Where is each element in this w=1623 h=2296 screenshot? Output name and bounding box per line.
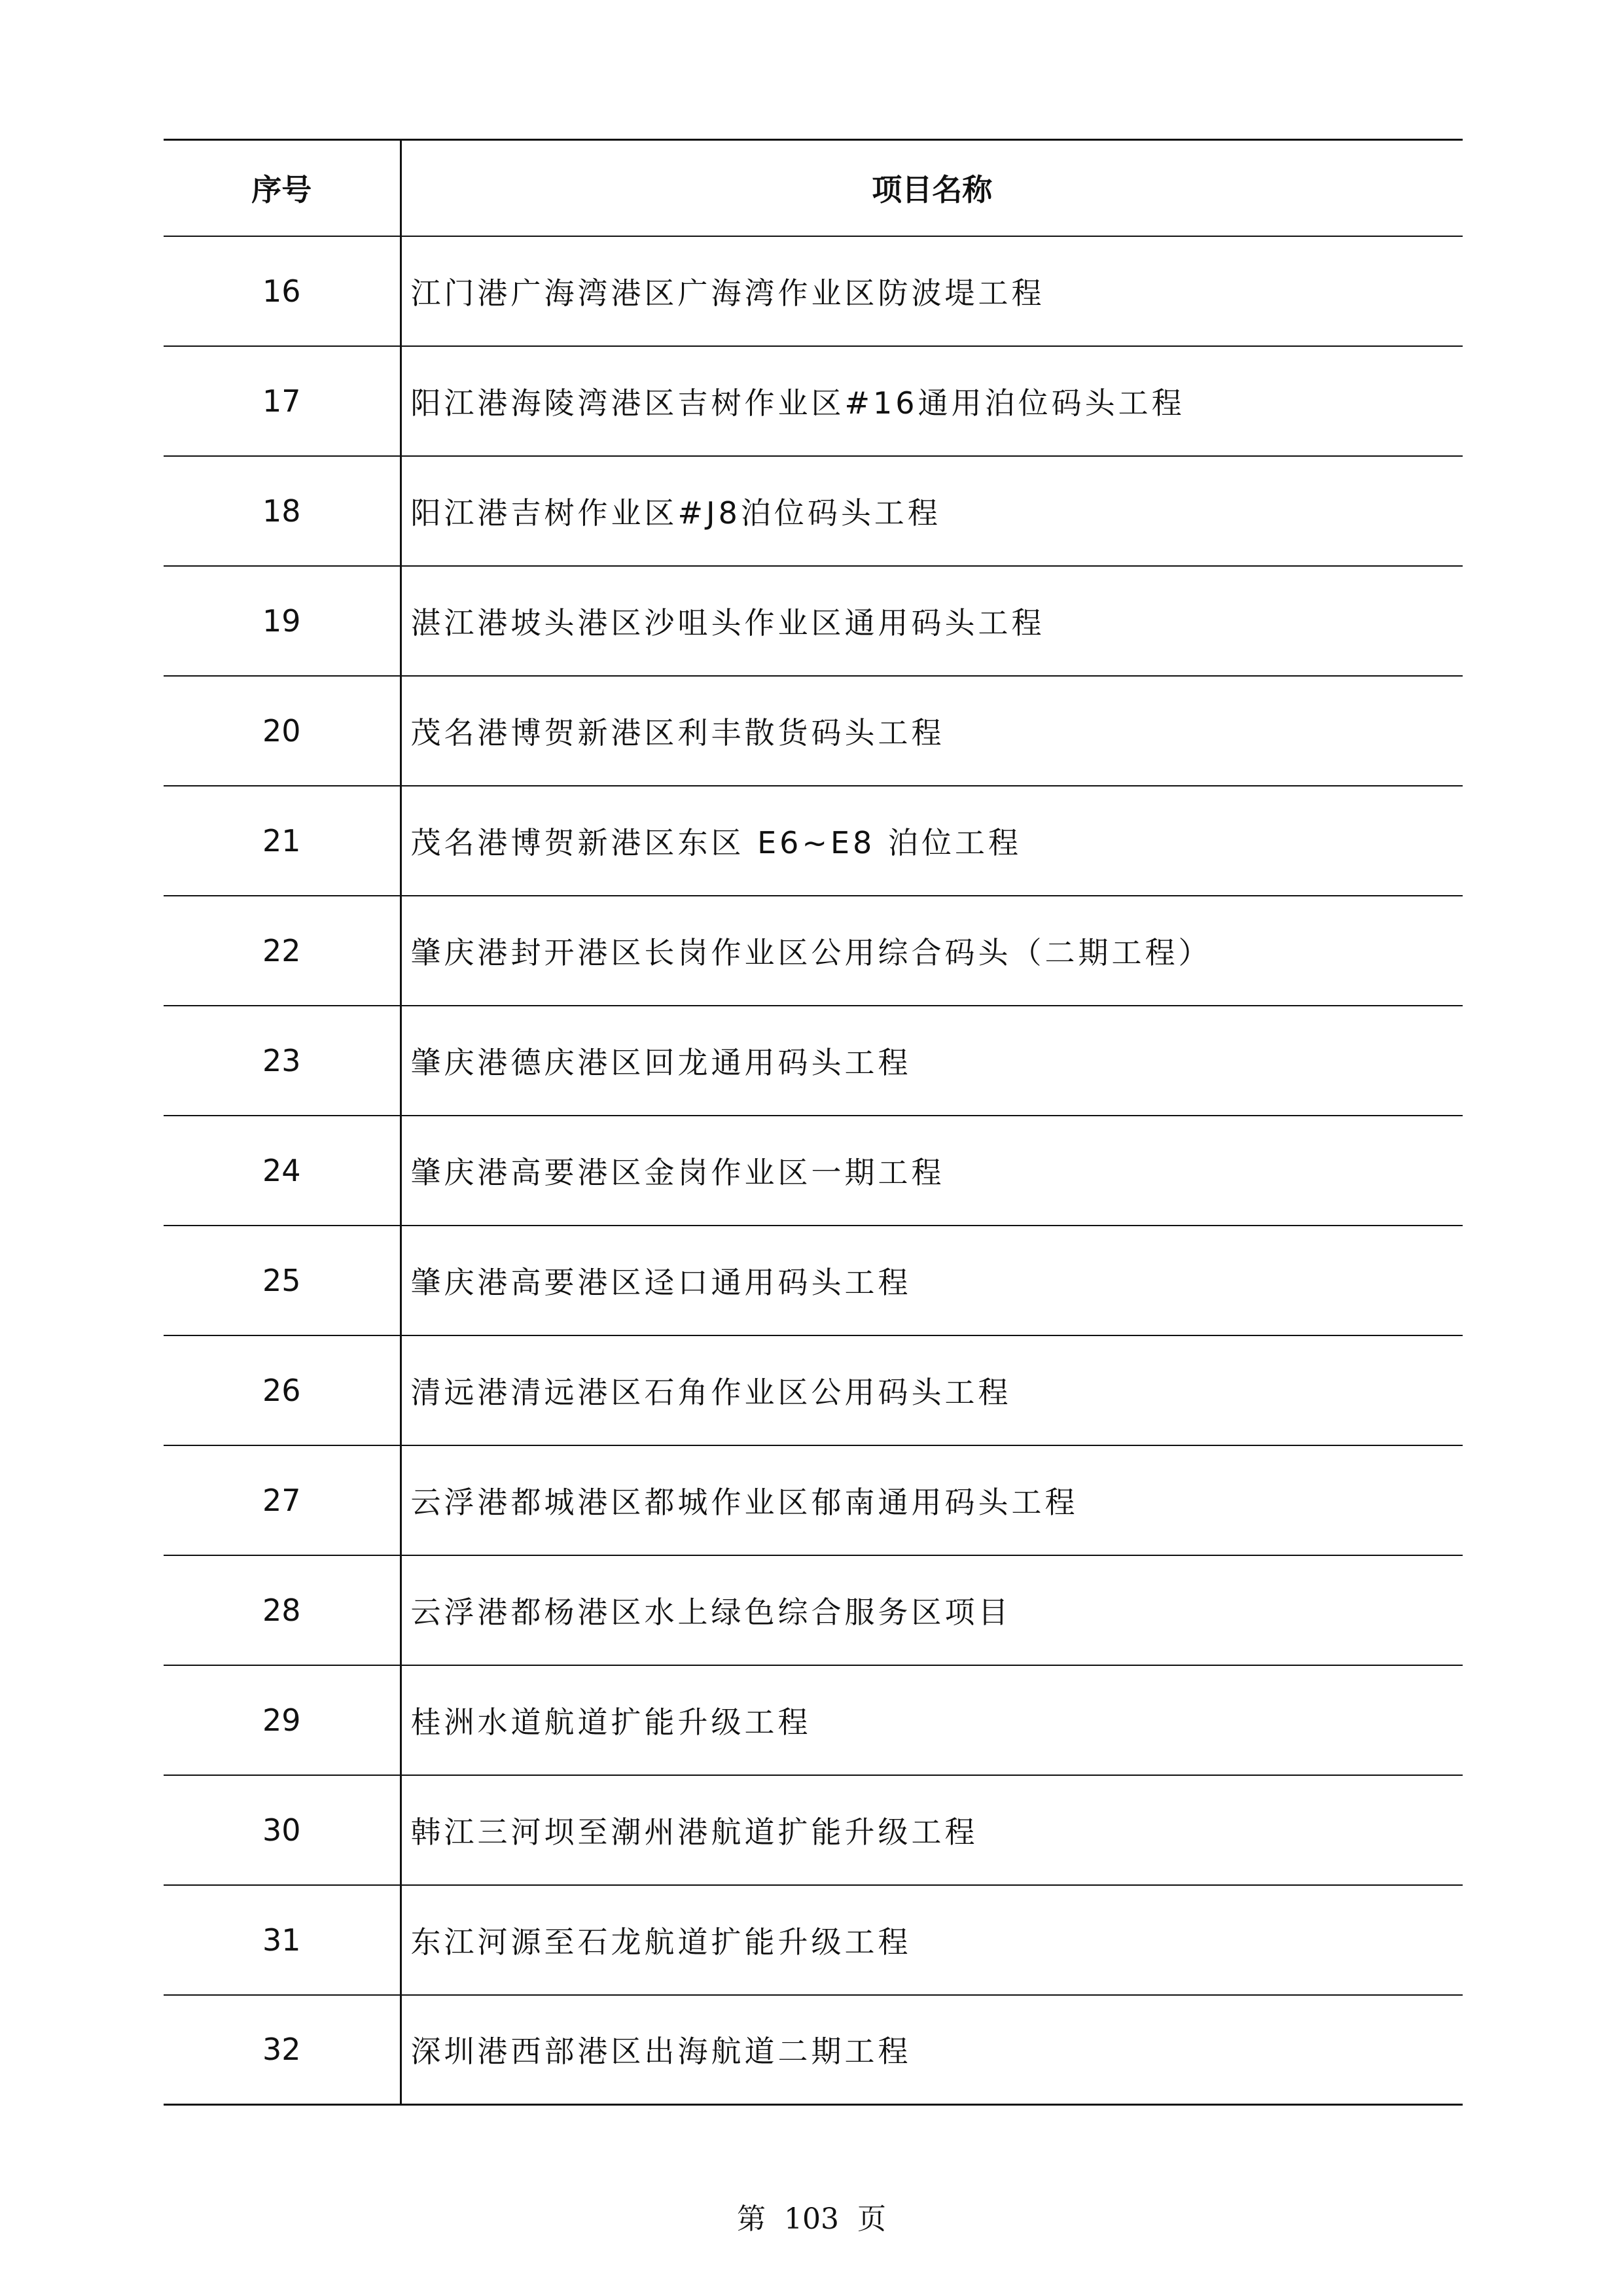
row-serial-number: 32: [164, 1995, 401, 2105]
table-row: [164, 236, 1463, 346]
row-serial-number: 23: [164, 1006, 401, 1116]
table-row: [164, 1226, 1463, 1335]
page-prefix: 第: [737, 2202, 766, 2236]
row-project-name: 肇庆港德庆港区回龙通用码头工程: [401, 1006, 1463, 1116]
row-project-name: 茂名港博贺新港区利丰散货码头工程: [401, 676, 1463, 786]
row-project-name: 桂洲水道航道扩能升级工程: [401, 1665, 1463, 1775]
row-serial-number: 22: [164, 896, 401, 1006]
row-project-name: 韩江三河坝至潮州港航道扩能升级工程: [401, 1775, 1463, 1885]
row-serial-number: 16: [164, 236, 401, 346]
table-row: [164, 1335, 1463, 1445]
row-project-name: 江门港广海湾港区广海湾作业区防波堤工程: [401, 236, 1463, 346]
table-row: [164, 1116, 1463, 1226]
table-row: [164, 1995, 1463, 2105]
project-table: [164, 139, 1463, 2106]
table-header-row: [164, 140, 1463, 236]
row-project-name: 阳江港海陵湾港区吉树作业区#16通用泊位码头工程: [401, 346, 1463, 456]
row-serial-number: 26: [164, 1335, 401, 1445]
row-serial-number: 18: [164, 456, 401, 566]
row-serial-number: 20: [164, 676, 401, 786]
table-row: [164, 566, 1463, 676]
row-project-name: 深圳港西部港区出海航道二期工程: [401, 1995, 1463, 2105]
row-project-name: 清远港清远港区石角作业区公用码头工程: [401, 1335, 1463, 1445]
header-serial-number: 序号: [164, 140, 401, 236]
table-row: [164, 1445, 1463, 1555]
row-project-name: 肇庆港封开港区长岗作业区公用综合码头（二期工程）: [401, 896, 1463, 1006]
table-row: [164, 1665, 1463, 1775]
row-project-name: 湛江港坡头港区沙咀头作业区通用码头工程: [401, 566, 1463, 676]
row-project-name: 东江河源至石龙航道扩能升级工程: [401, 1885, 1463, 1995]
row-serial-number: 25: [164, 1226, 401, 1335]
page-footer: [0, 2195, 1623, 2237]
row-project-name: 肇庆港高要港区迳口通用码头工程: [401, 1226, 1463, 1335]
row-project-name: 肇庆港高要港区金岗作业区一期工程: [401, 1116, 1463, 1226]
row-serial-number: 24: [164, 1116, 401, 1226]
page-number: 103: [784, 2202, 839, 2236]
row-serial-number: 19: [164, 566, 401, 676]
table-row: [164, 456, 1463, 566]
header-project-name: 项目名称: [401, 140, 1463, 236]
row-serial-number: 28: [164, 1555, 401, 1665]
row-project-name: 云浮港都城港区都城作业区郁南通用码头工程: [401, 1445, 1463, 1555]
table-row: [164, 1775, 1463, 1885]
row-serial-number: 17: [164, 346, 401, 456]
table-body: [164, 236, 1463, 2105]
table-row: [164, 676, 1463, 786]
page-suffix: 页: [857, 2202, 886, 2236]
row-serial-number: 21: [164, 786, 401, 896]
row-serial-number: 27: [164, 1445, 401, 1555]
row-project-name: 茂名港博贺新港区东区 E6~E8 泊位工程: [401, 786, 1463, 896]
row-serial-number: 30: [164, 1775, 401, 1885]
row-serial-number: 31: [164, 1885, 401, 1995]
row-project-name: 阳江港吉树作业区#J8泊位码头工程: [401, 456, 1463, 566]
table-row: [164, 1885, 1463, 1995]
row-serial-number: 29: [164, 1665, 401, 1775]
table-row: [164, 1555, 1463, 1665]
table-row: [164, 346, 1463, 456]
table-row: [164, 1006, 1463, 1116]
row-project-name: 云浮港都杨港区水上绿色综合服务区项目: [401, 1555, 1463, 1665]
table-row: [164, 786, 1463, 896]
table-row: [164, 896, 1463, 1006]
